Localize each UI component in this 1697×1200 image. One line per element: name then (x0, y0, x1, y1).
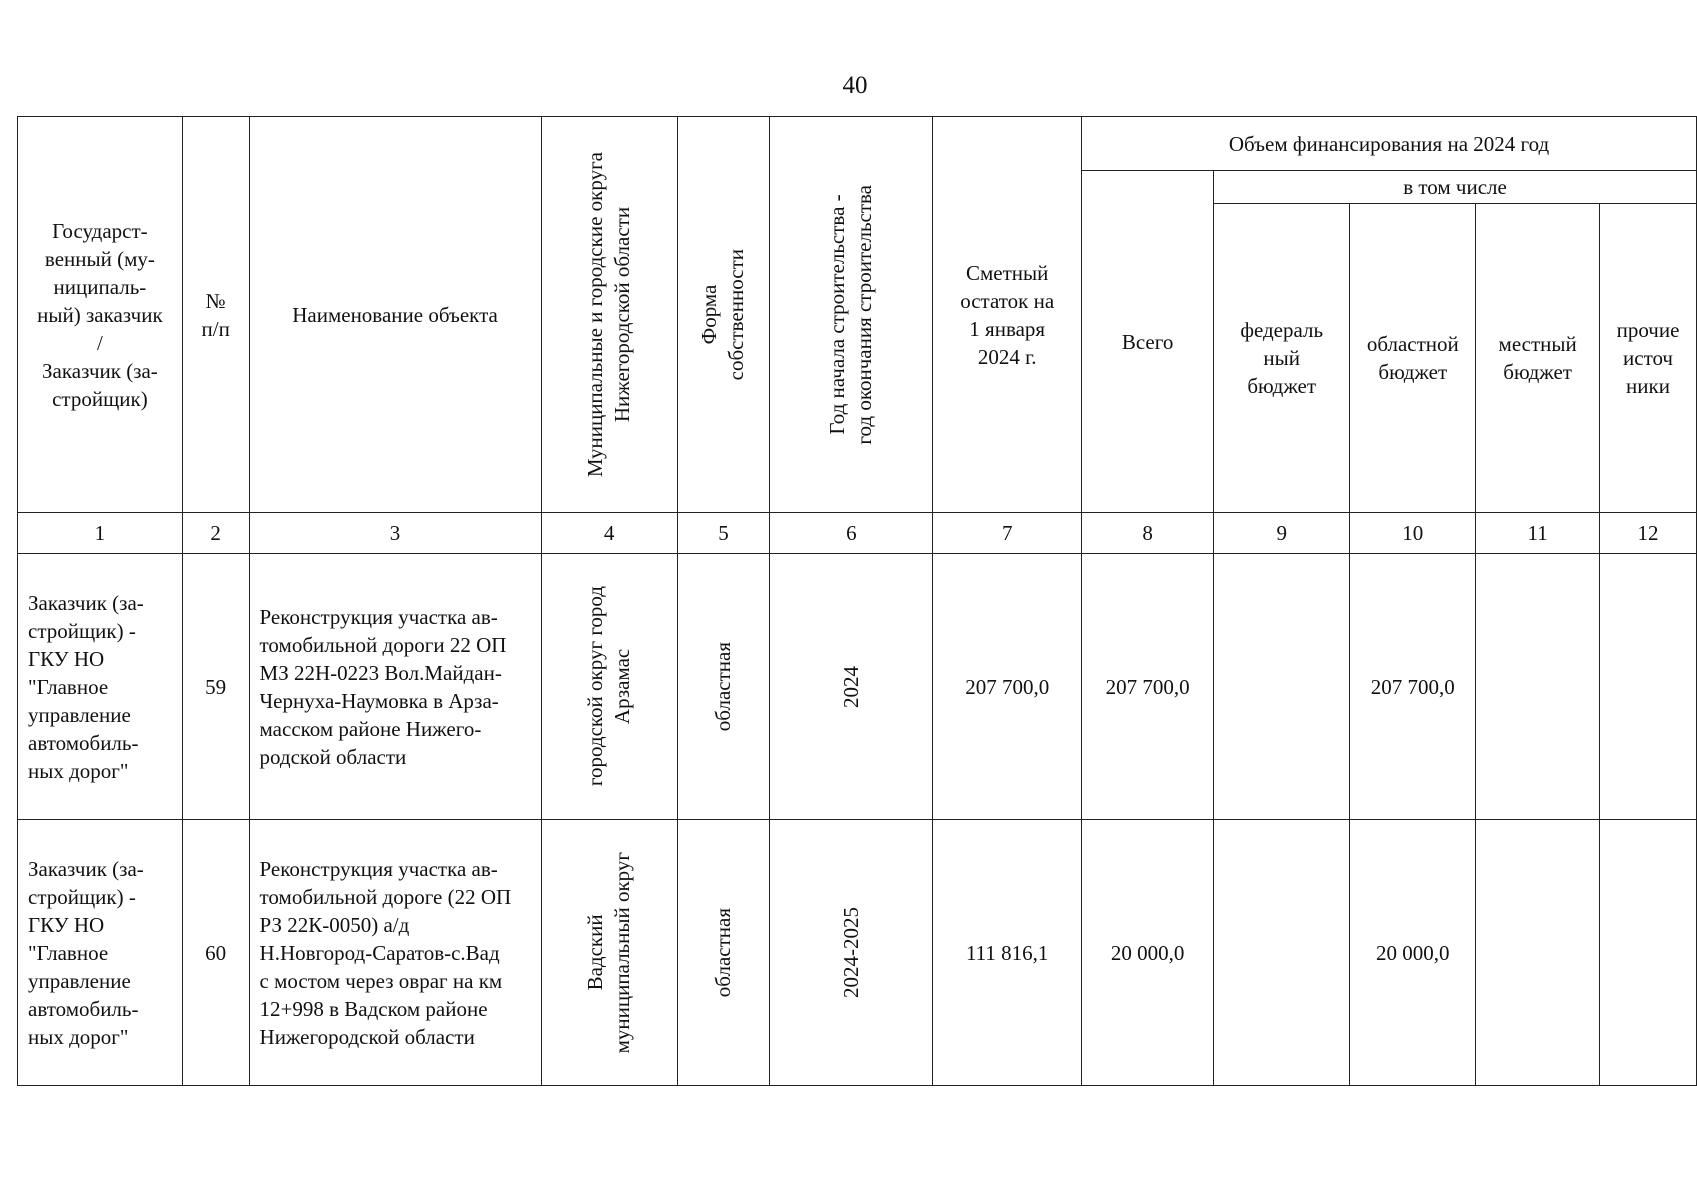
row-years: 2024 (838, 665, 863, 708)
row-local (1476, 820, 1600, 1086)
column-number: 11 (1476, 513, 1600, 554)
financing-table (17, 116, 1697, 1086)
header-funding-group: Объем финансирования на 2024 год (1082, 117, 1697, 171)
column-number: 9 (1214, 513, 1350, 554)
page-number: 40 (842, 72, 868, 99)
header-local: местный бюджет (1476, 204, 1600, 513)
column-number: 4 (541, 513, 677, 554)
column-number: 10 (1350, 513, 1476, 554)
row-other (1600, 820, 1697, 1086)
row-number: 59 (182, 554, 249, 820)
row-customer: Заказчик (за- стройщик) - ГКУ НО "Главное управление автомобиль- ных дорог" (18, 554, 183, 820)
row-other (1600, 554, 1697, 820)
row-number: 60 (182, 820, 249, 1086)
row-federal (1214, 820, 1350, 1086)
row-ownership: областная (710, 907, 735, 998)
row-object-name: Реконструкция участка ав- томобильной дороги 22 ОП МЗ 22Н-0223 Вол.Майдан- Чернуха-Наумовка в Арза- масском районе Нижего- родской области (249, 554, 541, 820)
header-other: прочие источ ники (1600, 204, 1697, 513)
column-number: 6 (770, 513, 933, 554)
row-years: 2024-2025 (838, 907, 863, 998)
column-number: 7 (933, 513, 1082, 554)
header-number: № п/п (182, 117, 249, 513)
column-number: 3 (249, 513, 541, 554)
row-regional: 207 700,0 (1350, 554, 1476, 820)
row-years-cell (770, 554, 933, 820)
header-regional: областной бюджет (1350, 204, 1476, 513)
header-years-cell (770, 117, 933, 513)
column-number: 12 (1600, 513, 1697, 554)
header-object-name: Наименование объекта (249, 117, 541, 513)
row-years-cell (770, 820, 933, 1086)
column-number: 2 (182, 513, 249, 554)
row-total: 207 700,0 (1082, 554, 1214, 820)
row-ownership: областная (710, 641, 735, 732)
header-total: Всего (1082, 171, 1214, 513)
row-local (1476, 554, 1600, 820)
row-ownership-cell (677, 820, 770, 1086)
row-district: городской округ город Арзамас (583, 586, 635, 787)
row-object-name: Реконструкция участка ав- томобильной дороге (22 ОП РЗ 22К-0050) а/д Н.Новгород-Саратов-с.Вад с мостом через овраг на км 12+998 в Вадском районе Нижегородской области (249, 820, 541, 1086)
header-row (18, 117, 1697, 171)
row-ownership-cell (677, 554, 770, 820)
row-district-cell (541, 820, 677, 1086)
header-balance: Сметный остаток на 1 января 2024 г. (933, 117, 1082, 513)
column-number: 8 (1082, 513, 1214, 554)
column-number-row (18, 513, 1697, 554)
row-balance: 111 816,1 (933, 820, 1082, 1086)
row-district: Вадский муниципальный округ (583, 851, 635, 1054)
table-row (18, 820, 1697, 1086)
row-regional: 20 000,0 (1350, 820, 1476, 1086)
row-district-cell (541, 554, 677, 820)
header-ownership: Форма собственности (697, 248, 749, 381)
header-districts: Муниципальные и городские округа Нижегородской области (583, 151, 635, 478)
column-number: 1 (18, 513, 183, 554)
header-customer: Государст- венный (му- ниципаль- ный) заказчик / Заказчик (за- стройщик) (18, 117, 183, 513)
header-years: Год начала строительства - год окончания строительства (825, 184, 877, 445)
table-row (18, 554, 1697, 820)
row-customer: Заказчик (за- стройщик) - ГКУ НО "Главное управление автомобиль- ных дорог" (18, 820, 183, 1086)
row-balance: 207 700,0 (933, 554, 1082, 820)
column-number: 5 (677, 513, 770, 554)
row-federal (1214, 554, 1350, 820)
header-including: в том числе (1214, 171, 1697, 204)
header-districts-cell (541, 117, 677, 513)
header-ownership-cell (677, 117, 770, 513)
row-total: 20 000,0 (1082, 820, 1214, 1086)
header-federal: федераль ный бюджет (1214, 204, 1350, 513)
